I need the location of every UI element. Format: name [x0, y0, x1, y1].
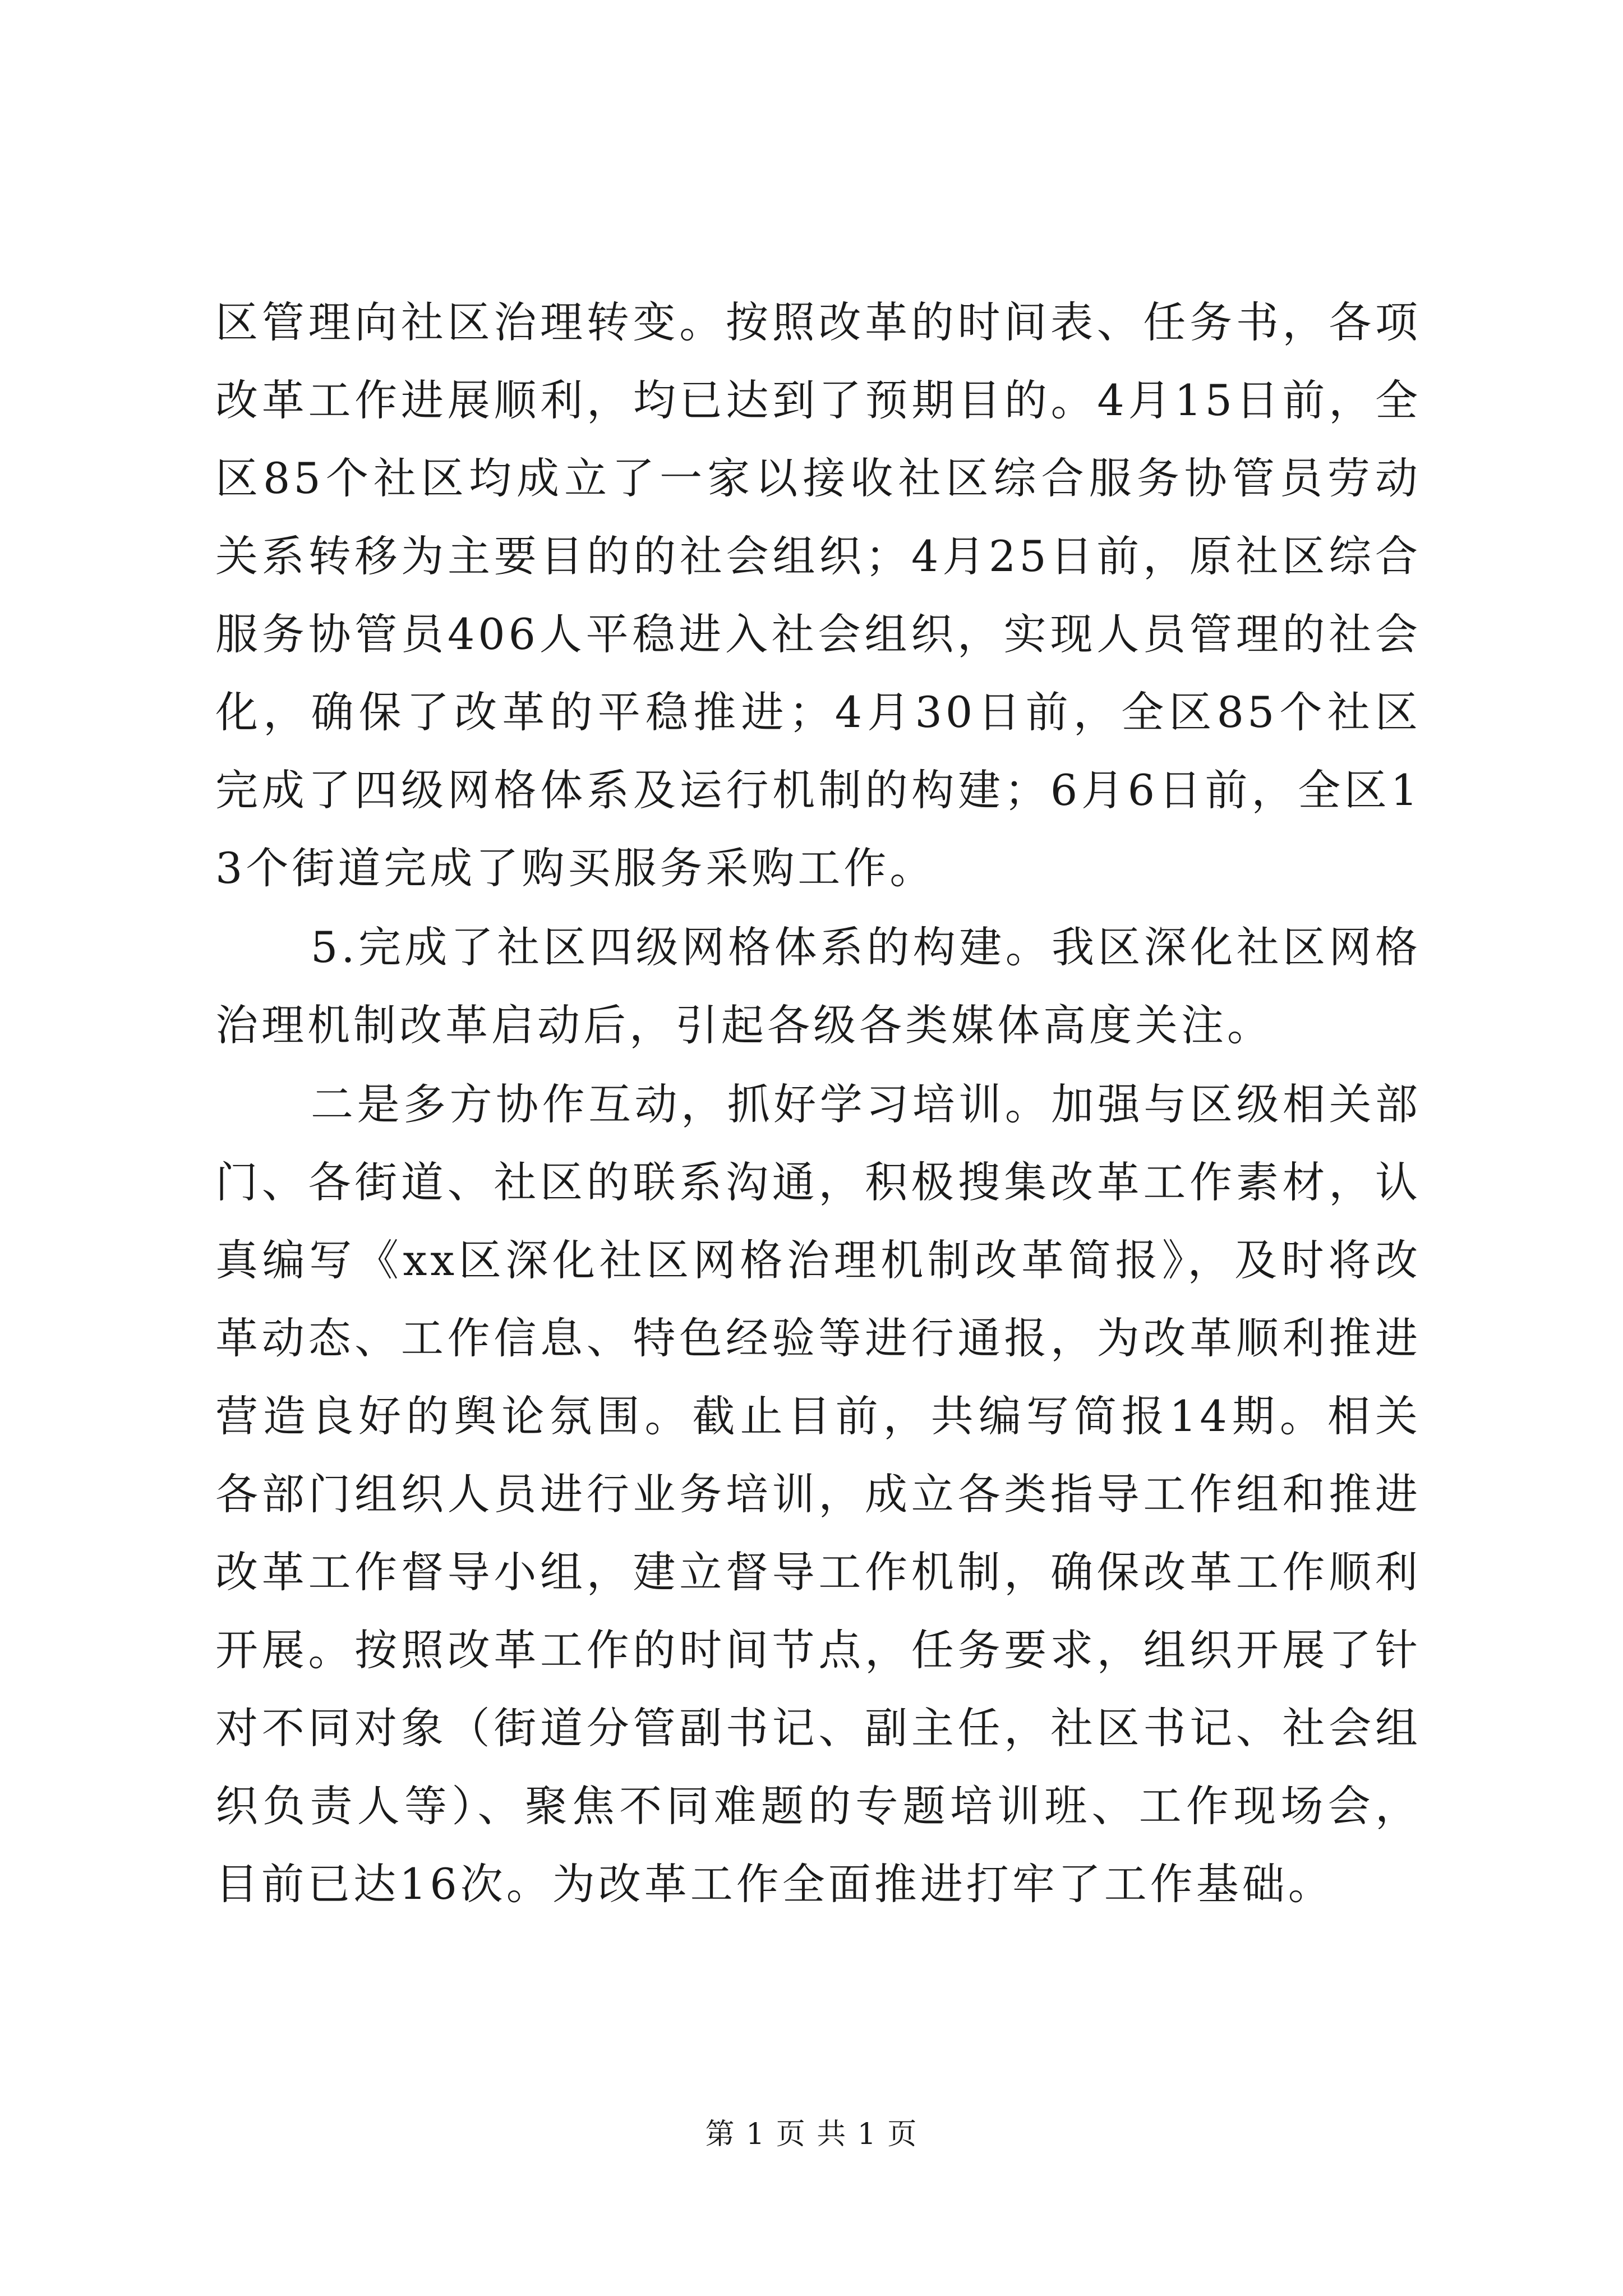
- paragraph-reform-progress: 区管理向社区治理转变。按照改革的时间表、任务书，各项改革工作进展顺利，均已达到了预期目的。4月15日前，全区85个社区均成立了一家以接收社区综合服务协管员劳动关系转移为主要目的的社会组织；4月25日前，原社区综合服务协管员406人平稳进入社会组织，实现人员管理的社会化，确保了改革的平稳推进；4月30日前，全区85个社区完成了四级网格体系及运行机制的构建；6月6日前，全区13个街道完成了购买服务采购工作。: [215, 297, 1421, 893]
- document-body: [215, 283, 1421, 1923]
- page-number-footer: 第 1 页 共 1 页: [705, 2118, 918, 2151]
- paragraph-training: 二是多方协作互动，抓好学习培训。加强与区级相关部门、各街道、社区的联系沟通，积极搜集改革工作素材，认真编写《xx区深化社区网格治理机制改革简报》，及时将改革动态、工作信息、特色经验等进行通报，为改革顺利推进营造良好的舆论氛围。截止目前，共编写简报14期。相关各部门组织人员进行业务培训，成立各类指导工作组和推进改革工作督导小组，建立督导工作机制，确保改革工作顺利开展。按照改革工作的时间节点，任务要求，组织开展了针对不同对象（街道分管副书记、副主任，社区书记、社会组织负责人等）、聚焦不同难题的专题培训班、工作现场会，目前已达16次。为改革工作全面推进打牢了工作基础。: [215, 1079, 1421, 1909]
- paragraph-grid-system: 5.完成了社区四级网格体系的构建。我区深化社区网格治理机制改革启动后，引起各级各类媒体高度关注。: [215, 922, 1421, 1050]
